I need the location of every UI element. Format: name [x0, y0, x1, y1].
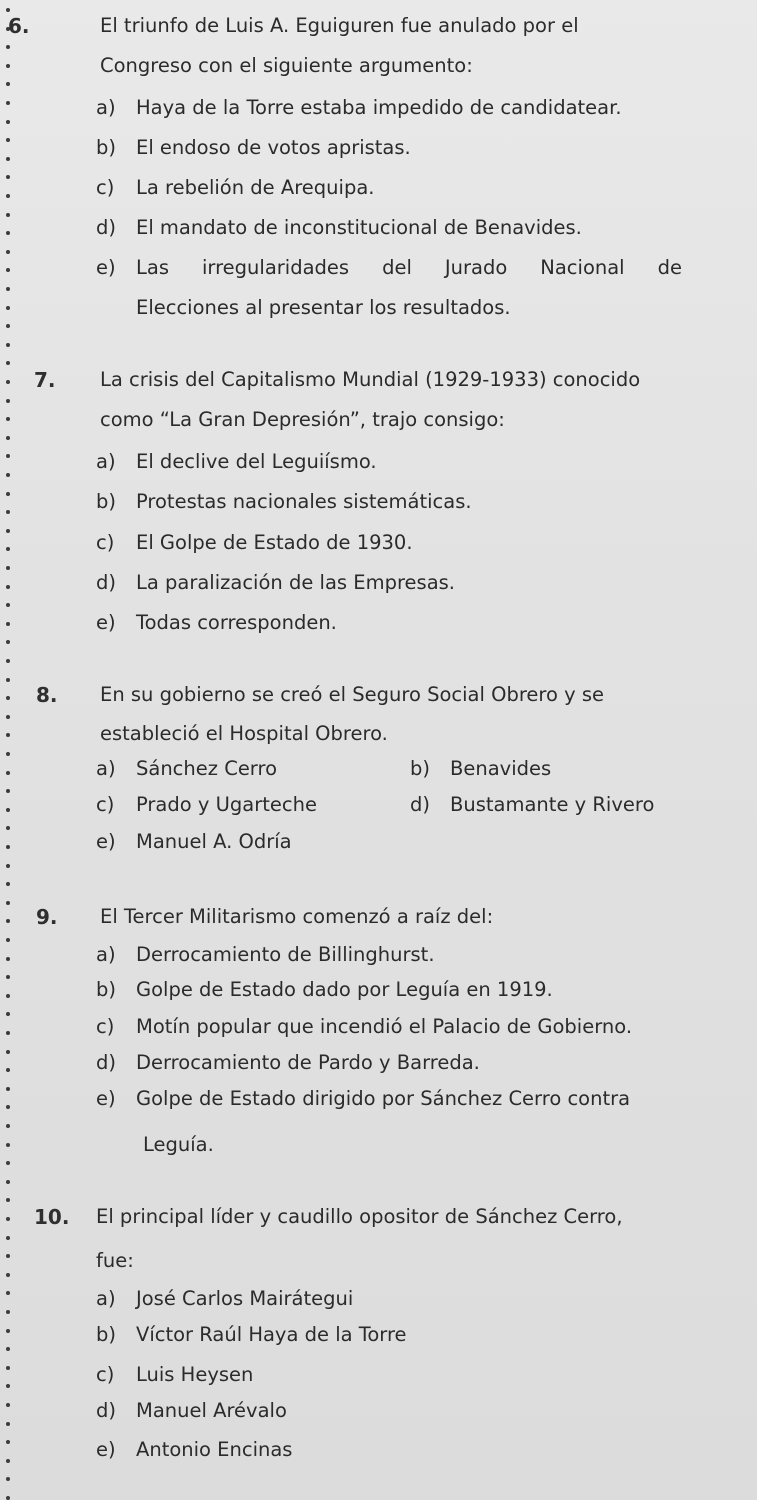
option-text: El endoso de votos apristas. — [136, 136, 411, 159]
option-letter: e) — [96, 1087, 116, 1110]
question-stem-line-2: estableció el Hospital Obrero. — [100, 722, 388, 745]
option-letter: d) — [96, 216, 116, 239]
option-text: José Carlos Mairátegui — [136, 1287, 354, 1310]
option-text: Víctor Raúl Haya de la Torre — [136, 1323, 407, 1346]
option-c — [96, 533, 413, 553]
option-text: Bustamante y Rivero — [450, 793, 655, 816]
option-a — [96, 759, 277, 779]
option-text: El Golpe de Estado de 1930. — [136, 531, 413, 554]
option-e — [96, 1089, 630, 1109]
option-d — [96, 1053, 480, 1073]
option-b — [96, 1325, 407, 1345]
option-text: El mandato de inconstitucional de Benavides. — [136, 216, 582, 239]
option-letter: e) — [96, 256, 116, 279]
question-number: 9. — [36, 905, 58, 929]
option-e-continuation: Leguía. — [143, 1133, 214, 1156]
option-e — [96, 258, 682, 278]
option-letter: c) — [96, 531, 115, 554]
option-c — [96, 795, 317, 815]
question-stem-line-1: El principal líder y caudillo opositor de Sánchez Cerro, — [96, 1205, 623, 1228]
option-letter: c) — [96, 1015, 115, 1038]
option-letter: b) — [96, 1323, 116, 1346]
option-d — [96, 573, 455, 593]
option-c — [96, 1365, 253, 1385]
option-letter: e) — [96, 1438, 116, 1461]
option-letter: b) — [410, 757, 430, 780]
option-letter: c) — [96, 176, 115, 199]
option-b — [410, 759, 551, 779]
option-letter: a) — [96, 1287, 116, 1310]
option-letter: a) — [96, 96, 116, 119]
option-text: Las irregularidades del Jurado Nacional de — [136, 256, 682, 279]
question-stem-line-2: como “La Gran Depresión”, trajo consigo: — [100, 408, 505, 431]
question-stem-line-1: En su gobierno se creó el Seguro Social Obrero y se — [100, 683, 605, 706]
option-e-continuation: Elecciones al presentar los resultados. — [136, 296, 511, 319]
question-stem-line-1: La crisis del Capitalismo Mundial (1929-1933) conocido — [100, 368, 641, 391]
option-letter: d) — [96, 571, 116, 594]
question-stem-line-1: El Tercer Militarismo comenzó a raíz del: — [100, 905, 494, 928]
option-letter: d) — [410, 793, 430, 816]
question-number: 8. — [36, 683, 58, 707]
option-d — [410, 795, 654, 815]
question-stem-line-1 — [100, 16, 682, 36]
option-d — [96, 218, 582, 238]
question-number: 7. — [34, 368, 56, 392]
option-a — [96, 1289, 353, 1309]
option-text: Benavides — [450, 757, 552, 780]
option-letter: c) — [96, 793, 115, 816]
option-text: Motín popular que incendió el Palacio de Gobierno. — [136, 1015, 633, 1038]
option-text: Protestas nacionales sistemáticas. — [136, 490, 472, 513]
option-text: Antonio Encinas — [136, 1438, 293, 1461]
option-a — [96, 452, 377, 472]
option-text: Derrocamiento de Billinghurst. — [136, 943, 435, 966]
option-text: El declive del Leguiísmo. — [136, 450, 377, 473]
option-b — [96, 138, 411, 158]
stem-text: El triunfo de Luis A. Eguiguren fue anulado por el — [100, 14, 579, 37]
option-letter: b) — [96, 490, 116, 513]
option-letter: b) — [96, 978, 116, 1001]
option-text: La rebelión de Arequipa. — [136, 176, 375, 199]
option-text: Prado y Ugarteche — [136, 793, 317, 816]
option-letter: a) — [96, 943, 116, 966]
option-a — [96, 98, 622, 118]
option-e — [96, 613, 337, 633]
option-letter: a) — [96, 450, 116, 473]
option-text: Golpe de Estado dado por Leguía en 1919. — [136, 978, 553, 1001]
option-d — [96, 1401, 287, 1421]
option-e — [96, 1440, 292, 1460]
option-text: Manuel Arévalo — [136, 1399, 287, 1422]
option-letter: c) — [96, 1363, 115, 1386]
question-stem-line-2: fue: — [96, 1249, 134, 1272]
option-letter: d) — [96, 1399, 116, 1422]
question-stem-line-2: Congreso con el siguiente argumento: — [100, 54, 473, 77]
option-text: Manuel A. Odría — [136, 830, 292, 853]
option-text: Derrocamiento de Pardo y Barreda. — [136, 1051, 480, 1074]
option-text: La paralización de las Empresas. — [136, 571, 455, 594]
option-letter: e) — [96, 830, 116, 853]
option-text: Luis Heysen — [136, 1363, 254, 1386]
option-c — [96, 178, 374, 198]
option-text: Sánchez Cerro — [136, 757, 278, 780]
option-letter: b) — [96, 136, 116, 159]
option-c — [96, 1017, 632, 1037]
option-text: Golpe de Estado dirigido por Sánchez Cerro contra — [136, 1087, 631, 1110]
option-letter: d) — [96, 1051, 116, 1074]
option-text: Todas corresponden. — [136, 611, 337, 634]
option-letter: e) — [96, 611, 116, 634]
option-letter: a) — [96, 757, 116, 780]
question-number: 6. — [8, 14, 30, 38]
option-b — [96, 980, 553, 1000]
question-number: 10. — [34, 1205, 70, 1229]
option-text: Haya de la Torre estaba impedido de candidatear. — [136, 96, 622, 119]
option-e — [96, 832, 292, 852]
option-b — [96, 492, 472, 512]
option-a — [96, 945, 435, 965]
